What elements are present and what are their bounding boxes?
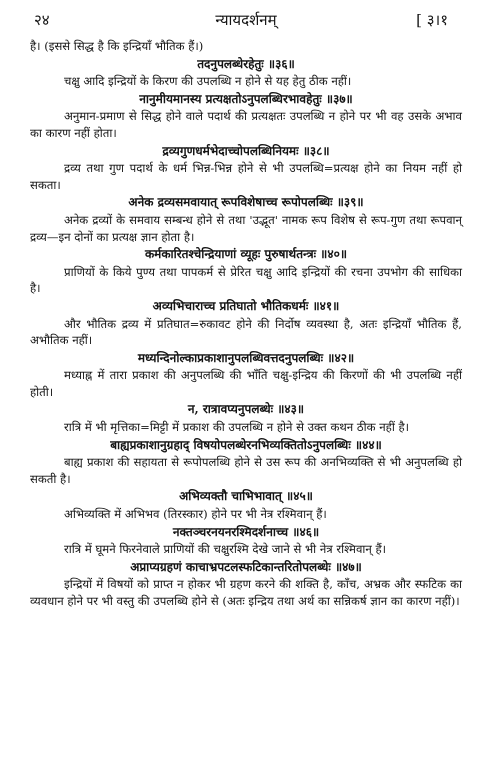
commentary-43: रात्रि में भी मृत्तिका=मिट्टी में प्रकाश की उपलब्धि न होने से उक्त कथन ठीक नहीं है।: [64, 420, 410, 435]
page-header: [30, 4, 462, 38]
sutra-38: द्रव्यगुणधर्मभेदाच्चोपलब्धिनियमः ॥३८॥: [162, 143, 330, 158]
sutra-37: नानुमीयमानस्य प्रत्यक्षतोऽनुपलब्धिरभावहेतुः ॥३७॥: [139, 91, 353, 106]
page-body: [30, 38, 462, 610]
commentary-42: मध्याह्न में तारा प्रकाश की अनुपलब्धि की भाँति चक्षु-इन्द्रिय की किरणों की भी उपलब्धि नहीं होती।: [30, 368, 462, 399]
sutra-46: नक्तञ्चरनयनरश्मिदर्शनाच्च ॥४६॥: [172, 524, 320, 539]
continuation-text: है। (इससे सिद्ध है कि इन्द्रियाँ भौतिक हैं।): [30, 39, 204, 53]
commentary-38: द्रव्य तथा गुण पदार्थ के धर्म भिन्न-भिन्न होने से भी उपलब्धि=प्रत्यक्ष होने का नियम नहीं हो सकता।: [30, 161, 462, 192]
commentary-39: अनेक द्रव्यों के समवाय सम्बन्ध होने से तथा 'उद्भूत' नामक रूप विशेष से रूप-गुण तथा रूपवान् द्रव्य—इन दोनों का प्रत्यक्ष ज्ञान होता है।: [30, 212, 462, 244]
sutra-41: अव्यभिचाराच्च प्रतिघातो भौतिकधर्मः ॥४१॥: [152, 298, 340, 313]
section-marker: [ ३।१: [416, 11, 448, 29]
sutra-47: अप्राप्यग्रहणं काचाभ्रपटलस्फटिकान्तरितोपलब्धेः ॥४७॥: [130, 559, 362, 574]
sutra-44: बाह्यप्रकाशानुग्रहाद् विषयोपलब्धेरनभिव्यक्तितोऽनुपलब्धिः ॥४४॥: [110, 437, 382, 452]
page-number: २४: [34, 11, 50, 29]
commentary-37: अनुमान-प्रमाण से सिद्ध होने वाले पदार्थ की प्रत्यक्षतः उपलब्धि न होने पर भी वह उसके अभाव का कारण नहीं होता।: [30, 109, 462, 140]
commentary-36: चक्षु आदि इन्द्रियों के किरण की उपलब्धि न होने से यह हेतु ठीक नहीं।: [64, 74, 352, 89]
commentary-46: रात्रि में घूमने फिरनेवाले प्राणियों की चक्षुरश्मि देखे जाने से भी नेत्र रश्मिवान् हैं।: [64, 542, 387, 557]
sutra-42: मध्यन्दिनोल्काप्रकाशानुपलब्धिवत्तदनुपलब्धिः ॥४२॥: [137, 350, 355, 365]
commentary-47: इन्द्रियों में विषयों को प्राप्त न होकर भी ग्रहण करने की शक्ति है, काँच, अभ्रक और स्फटिक का व्यवधान होने पर भी वस्तु की उपलब्धि होने से (अतः इन्द्रिय तथा अर्थ का सन्निकर्ष ज्ञान का कारण नहीं)।: [30, 577, 462, 608]
commentary-40: प्राणियों के किये पुण्य तथा पापकर्म से प्रेरित चक्षु आदि इन्द्रियों की रचना उपभोग की साधिका है।: [30, 264, 462, 296]
sutra-40: कर्मकारितश्चेन्द्रियाणां व्यूहः पुरुषार्थतन्त्रः ॥४०॥: [144, 247, 348, 262]
sutra-45: अभिव्यक्तौ चाभिभावात् ॥४५॥: [179, 489, 313, 504]
running-title: न्यायदर्शनम्: [215, 11, 277, 29]
sutra-43: न, रात्रावप्यनुपलब्धेः ॥४३॥: [187, 402, 305, 417]
sutra-39: अनेक द्रव्यसमवायात् रूपविशेषाच्च रूपोपलब्धिः ॥३९॥: [128, 195, 364, 210]
commentary-41: और भौतिक द्रव्य में प्रतिघात=रुकावट होने की निर्दोष व्यवस्था है, अतः इन्द्रियाँ भौतिक हैं, अभौतिक नहीं।: [30, 316, 462, 348]
sutra-36: तदनुपलब्धेरहेतुः ॥३६॥: [197, 56, 295, 71]
commentary-44: बाह्य प्रकाश की सहायता से रूपोपलब्धि होने से उस रूप की अनभिव्यक्ति से भी अनुपलब्धि हो सकती है।: [30, 455, 462, 486]
commentary-45: अभिव्यक्ति में अभिभव (तिरस्कार) होने पर भी नेत्र रश्मिवान् हैं।: [64, 507, 327, 522]
